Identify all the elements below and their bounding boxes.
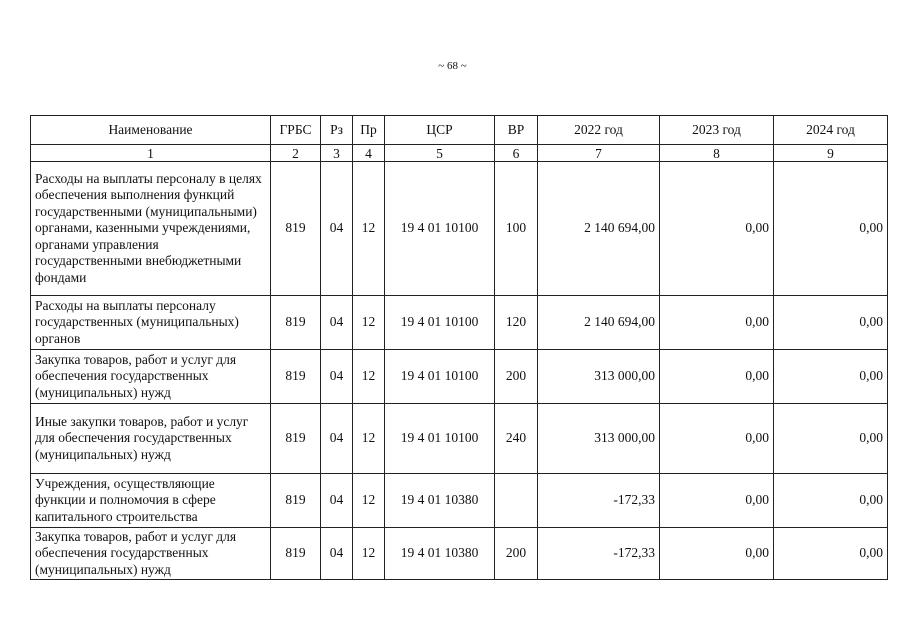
row-name: Учреждения, осуществляющие функции и полномочия в сфере капитального строительства: [31, 474, 271, 528]
row-2023: 0,00: [660, 350, 774, 404]
row-rz: 04: [321, 528, 353, 580]
row-rz: 04: [321, 350, 353, 404]
column-number: 8: [660, 145, 774, 162]
column-number: 4: [353, 145, 385, 162]
header-2024: 2024 год: [774, 116, 888, 145]
header-row: [31, 116, 888, 145]
row-grbs: 819: [271, 404, 321, 474]
row-2024: 0,00: [774, 404, 888, 474]
row-2022: -172,33: [538, 528, 660, 580]
table-row: [31, 474, 888, 528]
row-rz: 04: [321, 474, 353, 528]
table-row: [31, 528, 888, 580]
row-pr: 12: [353, 296, 385, 350]
row-vr: 100: [495, 162, 538, 296]
row-2022: 313 000,00: [538, 350, 660, 404]
column-number: 1: [31, 145, 271, 162]
header-name: Наименование: [31, 116, 271, 145]
row-rz: 04: [321, 404, 353, 474]
header-rz: Рз: [321, 116, 353, 145]
row-vr: [495, 474, 538, 528]
row-vr: 120: [495, 296, 538, 350]
row-csr: 19 4 01 10100: [385, 404, 495, 474]
row-pr: 12: [353, 474, 385, 528]
row-name: Иные закупки товаров, работ и услуг для обеспечения государственных (муниципальных) нужд: [31, 404, 271, 474]
row-2022: 2 140 694,00: [538, 162, 660, 296]
row-2023: 0,00: [660, 528, 774, 580]
row-csr: 19 4 01 10100: [385, 296, 495, 350]
row-vr: 240: [495, 404, 538, 474]
row-pr: 12: [353, 404, 385, 474]
row-rz: 04: [321, 296, 353, 350]
row-2023: 0,00: [660, 296, 774, 350]
row-grbs: 819: [271, 296, 321, 350]
row-2023: 0,00: [660, 162, 774, 296]
row-2024: 0,00: [774, 528, 888, 580]
row-name: Закупка товаров, работ и услуг для обеспечения государственных (муниципальных) нужд: [31, 528, 271, 580]
column-number: 9: [774, 145, 888, 162]
row-2024: 0,00: [774, 296, 888, 350]
row-csr: 19 4 01 10100: [385, 350, 495, 404]
row-2022: 313 000,00: [538, 404, 660, 474]
column-number-row: [31, 145, 888, 162]
row-2024: 0,00: [774, 474, 888, 528]
header-csr: ЦСР: [385, 116, 495, 145]
header-grbs: ГРБС: [271, 116, 321, 145]
table-row: [31, 404, 888, 474]
column-number: 3: [321, 145, 353, 162]
row-name: Расходы на выплаты персоналу государственных (муниципальных) органов: [31, 296, 271, 350]
column-number: 6: [495, 145, 538, 162]
table-row: [31, 162, 888, 296]
page-number: ~ 68 ~: [438, 60, 467, 72]
row-pr: 12: [353, 350, 385, 404]
row-pr: 12: [353, 162, 385, 296]
row-vr: 200: [495, 350, 538, 404]
table-row: [31, 350, 888, 404]
row-2023: 0,00: [660, 474, 774, 528]
header-pr: Пр: [353, 116, 385, 145]
row-grbs: 819: [271, 528, 321, 580]
row-vr: 200: [495, 528, 538, 580]
row-2024: 0,00: [774, 350, 888, 404]
row-2022: 2 140 694,00: [538, 296, 660, 350]
header-vr: ВР: [495, 116, 538, 145]
row-rz: 04: [321, 162, 353, 296]
table-row: [31, 296, 888, 350]
row-grbs: 819: [271, 474, 321, 528]
header-2022: 2022 год: [538, 116, 660, 145]
row-2022: -172,33: [538, 474, 660, 528]
header-2023: 2023 год: [660, 116, 774, 145]
column-number: 7: [538, 145, 660, 162]
row-name: Расходы на выплаты персоналу в целях обеспечения выполнения функций государственными (муниципальными) органами, казенными учреждениями, органами управления государственными внебюджетными фондами: [31, 162, 271, 296]
row-2023: 0,00: [660, 404, 774, 474]
column-number: 2: [271, 145, 321, 162]
row-csr: 19 4 01 10380: [385, 474, 495, 528]
row-csr: 19 4 01 10100: [385, 162, 495, 296]
row-grbs: 819: [271, 162, 321, 296]
row-2024: 0,00: [774, 162, 888, 296]
row-pr: 12: [353, 528, 385, 580]
row-grbs: 819: [271, 350, 321, 404]
budget-table: [30, 115, 888, 580]
row-name: Закупка товаров, работ и услуг для обеспечения государственных (муниципальных) нужд: [31, 350, 271, 404]
column-number: 5: [385, 145, 495, 162]
row-csr: 19 4 01 10380: [385, 528, 495, 580]
